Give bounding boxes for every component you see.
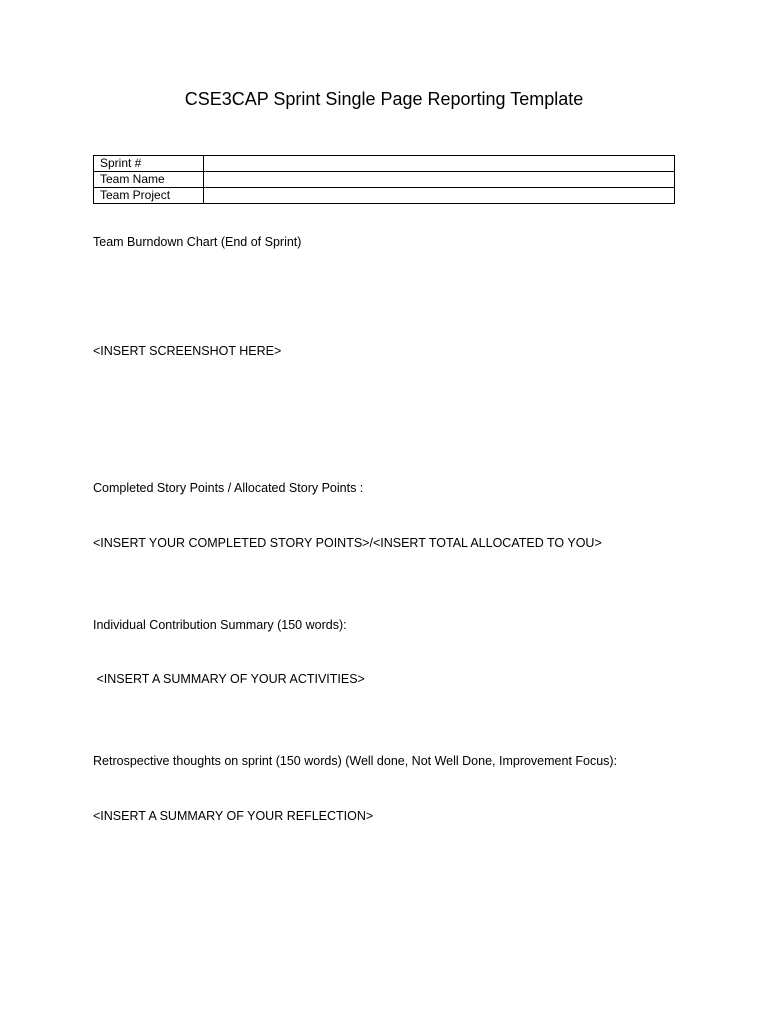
table-row <box>94 188 675 204</box>
table-row <box>94 156 675 172</box>
retrospective-heading: Retrospective thoughts on sprint (150 words) (Well done, Not Well Done, Improvement Focus): <box>93 754 618 768</box>
burndown-heading: Team Burndown Chart (End of Sprint) <box>93 235 302 249</box>
story-points-placeholder: <INSERT YOUR COMPLETED STORY POINTS>/<INSERT TOTAL ALLOCATED TO YOU> <box>93 536 602 550</box>
team-project-label: Team Project <box>94 188 204 204</box>
table-row <box>94 172 675 188</box>
team-name-value[interactable] <box>204 172 675 188</box>
burndown-placeholder: <INSERT SCREENSHOT HERE> <box>93 344 282 358</box>
contribution-placeholder: <INSERT A SUMMARY OF YOUR ACTIVITIES> <box>93 672 365 686</box>
team-project-value[interactable] <box>204 188 675 204</box>
page-title: CSE3CAP Sprint Single Page Reporting Template <box>184 89 584 109</box>
story-points-heading: Completed Story Points / Allocated Story Points : <box>93 481 364 495</box>
sprint-info-table <box>93 155 675 204</box>
retrospective-placeholder: <INSERT A SUMMARY OF YOUR REFLECTION> <box>93 809 374 823</box>
contribution-heading: Individual Contribution Summary (150 words): <box>93 618 347 632</box>
sprint-number-label: Sprint # <box>94 156 204 172</box>
team-name-label: Team Name <box>94 172 204 188</box>
sprint-number-value[interactable] <box>204 156 675 172</box>
